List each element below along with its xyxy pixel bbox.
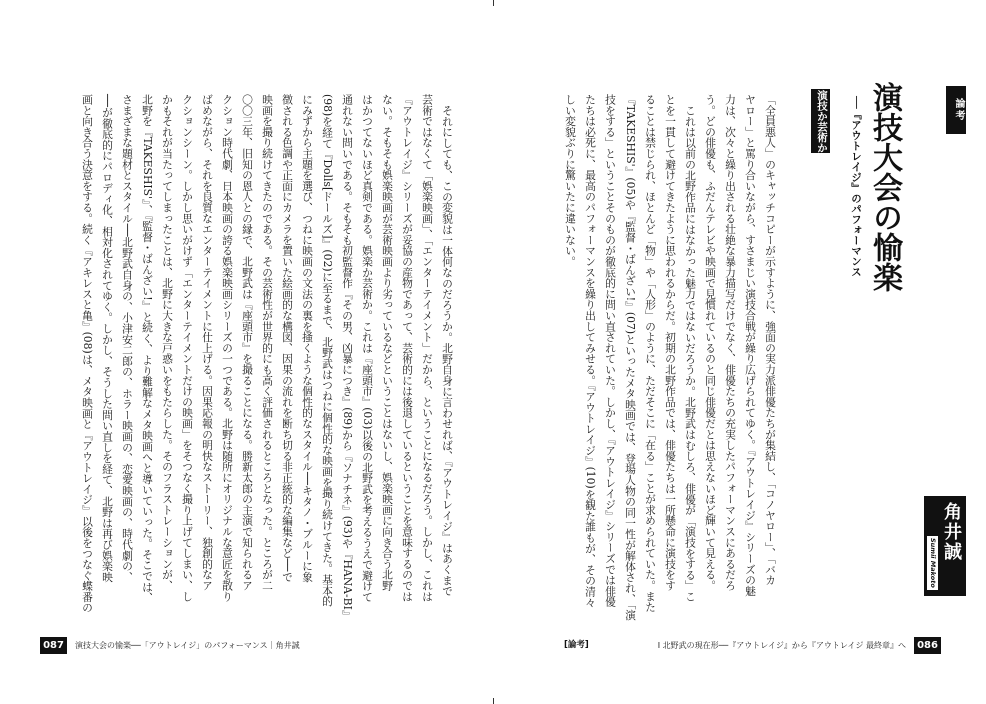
page-number-right: 086 [914,637,941,654]
body-column: しい変貌ぶりに驚いたに違いない。 [564,94,577,267]
body-column: さまざまな題材とスタイル──北野武自身の、小津安二郎の、ホラー映画の、恋愛映画の、時代劇の、 [121,94,134,583]
body-column: これは以前の北野作品にはなかった魅力ではないだろうか。北野武はむしろ、俳優が「演技をする」こ [684,104,697,602]
body-column: ヤロー」と罵り合いながら、すさまじい演技合戦が繰り広げられてゆく。『アウトレイジ』シリーズの魅 [744,94,757,597]
body-column: それにしても、この変貌は一体何なのだろうか。北野自身に言わせれば、『アウトレイジ』はあくまで [441,104,454,597]
body-column: 芸術ではなくて「娯楽映画」、「エンターテイメント」だから、ということになるだろう。しかし、これは [421,94,434,602]
author-name: 角井誠 [941,502,962,562]
article-title: 演技大会の愉楽 [867,82,902,292]
body-column: ──が徹底的にパロディ化、相対化されてゆく。しかし、そうした問い直しを経て、北野は再び娯楽映 [101,94,114,583]
author-box [924,496,966,596]
running-head-right: I 北野武の現在形──『アウトレイジ』から『アウトレイジ 最終章』へ [657,641,906,650]
footer-category: [論考] [564,640,589,650]
page-number-left: 087 [40,637,67,654]
body-column: 「全員悪人」のキャッチコピーが示すように、強面の実力派俳優たちが集結し、「コノヤロー」、「バカ [764,94,777,586]
body-column: たちは必死に、最高のパフォーマンスを繰り出してみせる。『アウトレイジ』(10)を観た誰もが、その清々 [584,94,597,608]
category-tab: 論考 [946,86,966,134]
body-column: う。どの俳優も、ふだんテレビや映画で見慣れているのと同じ俳優だとは思えないほど輝いて見える。 [704,94,717,591]
body-column: 映画を撮り続けてきたのである。その芸術性が世界的にも高く評価されるところとなった。ところが二 [261,94,274,591]
body-column: (98)を経て『Dolls[ドールズ]』(02)に至るまで、北野武はつねに個性的な映画を撮り続けてきた。基本的 [321,94,334,607]
body-column: 力は、次々と繰り出される壮絶な暴力描写だけでなく、俳優たちの充実したパフォーマンスにあるだろ [724,94,737,591]
body-column: 『アウトレイジ』シリーズが妥協の産物であって、芸術的には後退しているということを意味するのでは [401,94,414,602]
body-column: ない。そもそも娯楽映画が芸術映画より劣っているなどということはないし、娯楽映画に向き合う北野 [381,94,394,591]
author-romaji: Sumii Makoto [927,536,938,590]
body-column: にみずから主題を選び、つねに映画の文法の裏を掻くような個性的なスタイル──キタノ・ブルーに象 [301,94,314,583]
body-column: ることは禁じられ、ほとんど「物」や「人形」のように、ただそこに「在る」ことが求められていた。また [644,94,657,613]
crop-mark-bottom [493,698,494,704]
body-column: 〇〇三年、旧知の恩人との縁で、北野武は『座頭市』を撮ることになる。勝新太郎の主演で知られるア [241,94,254,591]
section-heading: 演技か芸術か [811,89,830,153]
crop-mark-top [493,0,494,6]
body-column: 『TAKESHIS'』(05)や『監督・ばんざい!』(07)といったメタ映画では、登場人物の同一性が解体され、「演 [624,94,637,621]
running-head-left: 演技大会の愉楽──「アウトレイジ」のパフォーマンス｜角井誠 [75,641,300,650]
body-column: クションシーン。しかし思いがけず「エンターテイメントだけの映画」をそつなく撮り上げてしまい、し [181,94,194,602]
body-column: はかつてないほど真剣である。娯楽か芸術か。これは『座頭市』(03)以後の北野武を考えるうえで避けて [361,94,374,603]
left-page-body-text [77,94,457,624]
body-column: 通れない問いである。そもそも初監督作『その男、凶暴につき』(89)から『ソナチネ』(93)や『HANA-BI』 [341,94,354,621]
body-column: 画と向き合う決意をする。続く『アキレスと亀』(08)は、メタ映画と『アウトレイジ』以後をつなぐ蝶番の [81,94,94,613]
body-column: クション時代劇、日本映画の誇る娯楽映画シリーズの一つである。北野は随所にオリジナルな意匠を散り [221,94,234,602]
body-column: 徴される色調や正面にカメラを置いた絵画的な構図、因果の流れを断ち切る非正統的な編集など──で [281,94,294,583]
body-column: とを一貫して避けてきたように思われるからだ。初期の北野作品では、俳優たちは一所懸命に演技をす [664,94,677,591]
body-column: かもそれが当たってしまったことは、北野に大きな戸惑いをもたらした。そのフラストレーションが、 [161,94,174,591]
right-page-body-text [560,94,780,624]
article-subtitle: ──『アウトレイジ』のパフォーマンス [850,96,862,277]
body-column: 技をする」ということそのものが徹底的に問い直されていた。しかし、『アウトレイジ』シリーズでは俳優 [604,94,617,607]
body-column: 北野を『TAKESHIS'』、『監督・ばんざい!』と続く、より難解なメタ映画へと導いていった。そこでは、 [141,94,154,603]
body-column: ばめながら、それを良質なエンターテイメントに仕上げる。因果応報の明快なストーリー、独創的なア [201,94,214,591]
